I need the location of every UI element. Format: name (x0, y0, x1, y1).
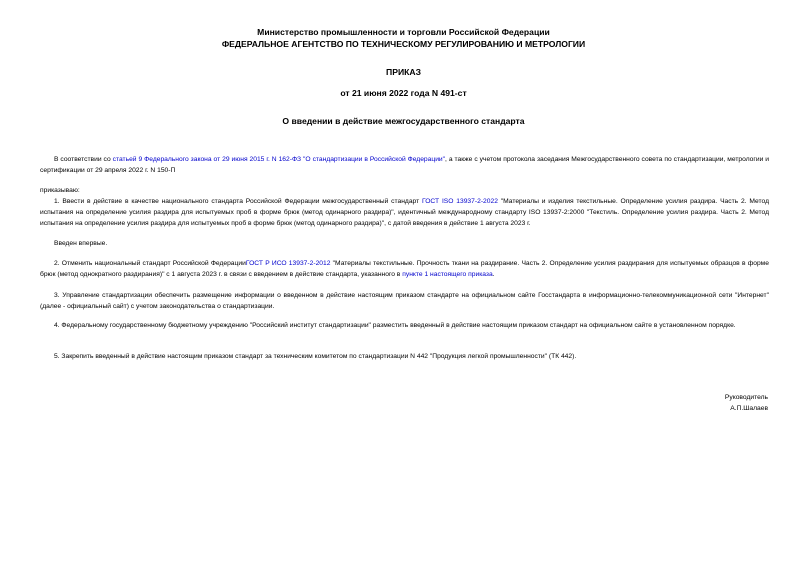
gost-r-iso-link[interactable]: ГОСТ Р ИСО 13937-2-2012 (245, 260, 331, 267)
federal-law-link[interactable]: статьей 9 Федерального закона от 29 июня 2015 г. N 162-ФЗ "О стандартизации в Российской Федерации" (112, 156, 446, 163)
document-date-number: от 21 июня 2022 года N 491-ст (340, 88, 467, 98)
item-4-paragraph (40, 320, 769, 331)
item-2-text-1: 2. Отменить национальный стандарт Российской Федерации (54, 260, 246, 267)
document-title: О введении в действие межгосударственного стандарта (282, 116, 525, 126)
signature-block (725, 392, 768, 414)
item-1-paragraph (40, 196, 769, 229)
ministry-name: Министерство промышленности и торговли Российской Федерации (257, 27, 550, 37)
introduced-note (40, 238, 769, 249)
item-1-text-1: 1. Ввести в действие в качестве национального стандарта Российской Федерации межгосударственный стандарт (54, 198, 422, 205)
item-4-text: 4. Федеральному государственному бюджетному учреждению "Российский институт стандартизации" разместить введенный в действие настоящим приказом стандарт на официальном сайте в установленном порядке. (54, 322, 736, 329)
preamble-text-2: , а также с учетом протокола заседания Межгосударственного совета по стандартизации, метрологии и сертификации от 29 апреля 2022 г. N 150-П (40, 156, 769, 174)
introduced-text: Введен впервые. (54, 240, 108, 247)
item-3-paragraph (40, 290, 769, 312)
preamble-text-1: В соответствии со (54, 156, 113, 163)
item-5-text: 5. Закрепить введенный в действие настоящим приказом стандарт за техническим комитетом по стандартизации N 442 "Продукция легкой промышленности" (ТК 442). (54, 353, 577, 360)
item-1-text-2: "Материалы и изделия текстильные. Определение усилия раздира. Часть 2. Метод испытания на определение усилия раздира для испытуемых проб в форме брюк (метод одинарного раздира)", идентичный международному стандарту ISO 13937-2:2000 "Текстиль. Определение усилия раздира. Часть 2. Метод испытания на определение усилия раздира для испытуемых проб в форме брюк (метод одинарного раздира)", с датой введения в действие 1 августа 2023 г. (40, 198, 769, 227)
order-word-text: приказываю: (40, 187, 80, 194)
item-2-text-2: "Материалы текстильные. Прочность ткани на раздирание. Часть 2. Определение усилия раздирания для испытуемых образцов в форме брюк (метод однократного раздирания)" с 1 августа 2023 г. в связи с введением в действие стандарта, указанного в (40, 260, 769, 278)
order-word (40, 185, 769, 196)
preamble-paragraph (40, 154, 769, 176)
item-2-text-3: . (492, 271, 495, 278)
signature-role: Руководитель (724, 394, 768, 401)
signature-name: А.П.Шалаев (730, 405, 768, 412)
document-type: ПРИКАЗ (386, 67, 421, 77)
item-2-paragraph (40, 258, 769, 280)
agency-name: ФЕДЕРАЛЬНОЕ АГЕНТСТВО ПО ТЕХНИЧЕСКОМУ РЕГУЛИРОВАНИЮ И МЕТРОЛОГИИ (221, 39, 586, 49)
item-5-paragraph (40, 351, 769, 362)
item-1-reference-link[interactable]: пункте 1 настоящего приказа (402, 271, 493, 278)
item-3-text: 3. Управление стандартизации обеспечить размещение информации о введенном в действие настоящим приказом стандарте на официальном сайте Госстандарта в информационно-телекоммуникационной сети "Интернет" (далее - официальный сайт) с учетом законодательства о стандартизации. (40, 292, 769, 310)
gost-iso-link[interactable]: ГОСТ ISO 13937-2-2022 (421, 198, 498, 205)
